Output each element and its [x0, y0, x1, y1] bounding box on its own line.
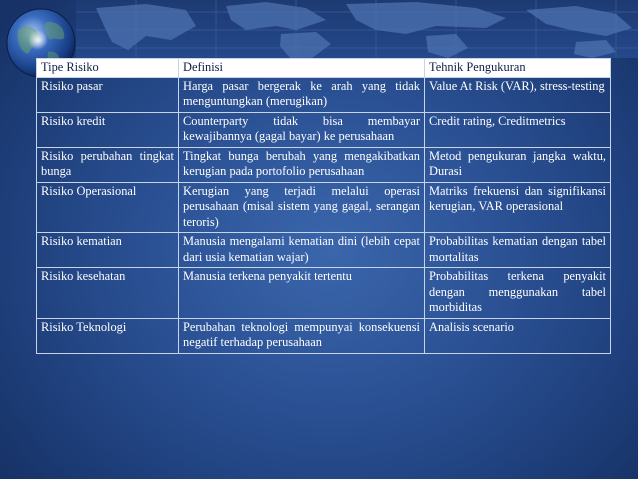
header-measurement: Tehnik Pengukuran [425, 59, 611, 78]
definition-cell: Manusia terkena penyakit tertentu [179, 268, 425, 319]
risk-type-cell: Risiko Operasional [37, 182, 179, 233]
definition-cell: Kerugian yang terjadi melalui operasi perusahaan (misal sistem yang gagal, serangan teroris) [179, 182, 425, 233]
table-row [37, 112, 611, 147]
risk-type-cell: Risiko kematian [37, 233, 179, 268]
risk-type-cell: Risiko Teknologi [37, 318, 179, 353]
table-row [37, 318, 611, 353]
table-row [37, 182, 611, 233]
table-row [37, 147, 611, 182]
measurement-cell: Probabilitas kematian dengan tabel mortalitas [425, 233, 611, 268]
risk-table [36, 58, 611, 354]
measurement-cell: Analisis scenario [425, 318, 611, 353]
definition-cell: Manusia mengalami kematian dini (lebih cepat dari usia kematian wajar) [179, 233, 425, 268]
header-risk-type: Tipe Risiko [37, 59, 179, 78]
risk-type-cell: Risiko pasar [37, 77, 179, 112]
definition-cell: Perubahan teknologi mempunyai konsekuensi negatif terhadap perusahaan [179, 318, 425, 353]
definition-cell: Tingkat bunga berubah yang mengakibatkan kerugian pada portofolio perusahaan [179, 147, 425, 182]
world-map-icon [76, 0, 638, 58]
risk-type-cell: Risiko kesehatan [37, 268, 179, 319]
measurement-cell: Value At Risk (VAR), stress-testing [425, 77, 611, 112]
table-row [37, 77, 611, 112]
measurement-cell: Credit rating, Creditmetrics [425, 112, 611, 147]
table-header-row [37, 59, 611, 78]
risk-type-cell: Risiko kredit [37, 112, 179, 147]
risk-type-cell: Risiko perubahan tingkat bunga [37, 147, 179, 182]
table-row [37, 268, 611, 319]
measurement-cell: Metod pengukuran jangka waktu, Durasi [425, 147, 611, 182]
definition-cell: Harga pasar bergerak ke arah yang tidak menguntungkan (merugikan) [179, 77, 425, 112]
definition-cell: Counterparty tidak bisa membayar kewajibannya (gagal bayar) ke perusahaan [179, 112, 425, 147]
measurement-cell: Probabilitas terkena penyakit dengan menggunakan tabel morbiditas [425, 268, 611, 319]
measurement-cell: Matriks frekuensi dan signifikansi kerugian, VAR operasional [425, 182, 611, 233]
header-definition: Definisi [179, 59, 425, 78]
table-row [37, 233, 611, 268]
